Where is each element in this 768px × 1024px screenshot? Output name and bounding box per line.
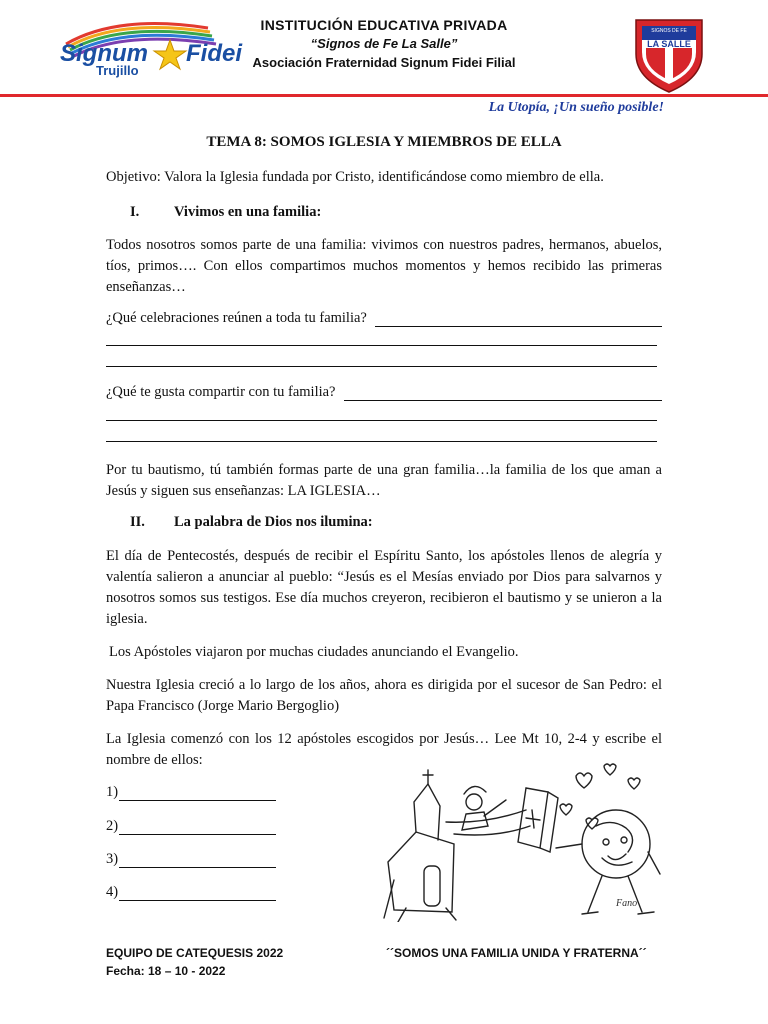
question-1-answer-line[interactable] — [375, 312, 662, 327]
paragraph-church-growth: Nuestra Iglesia creció a lo largo de los años, ahora es dirigida por el sucesor de San Pedro: el Papa Francisco (Jorge Mario Bergoglio) — [106, 677, 662, 714]
objective: Objetivo: Valora la Iglesia fundada por Cristo, identificándose como miembro de ella. — [106, 169, 604, 185]
header-divider — [0, 94, 768, 97]
footer-date: Fecha: 18 – 10 - 2022 — [106, 964, 226, 978]
association-name: Asociación Fraternidad Signum Fidei Filial — [252, 55, 516, 70]
la-salle-shield — [632, 16, 706, 94]
paragraph-family: Todos nosotros somos parte de una familia: vivimos con nuestros padres, hermanos, abuelos, tíos, primos…. Con ellos compartimos muchos momentos y hemos recibido las primeras enseñanzas… — [106, 237, 662, 295]
logo-name-left: Signum — [60, 40, 148, 67]
section-1-title: Vivimos en una familia: — [174, 204, 322, 220]
answer-line[interactable] — [106, 345, 657, 346]
answer-line[interactable] — [106, 366, 657, 367]
question-2 — [106, 384, 662, 401]
paragraph-apostles: Los Apóstoles viajaron por muchas ciudades anunciando el Evangelio. — [109, 644, 519, 660]
answer-3 — [106, 851, 276, 868]
shield-small-text: SIGNOS DE FE — [651, 28, 687, 34]
answer-label: 3) — [106, 851, 119, 867]
church-illustration — [376, 762, 666, 922]
answer-label: 2) — [106, 818, 119, 834]
institution-title: INSTITUCIÓN EDUCATIVA PRIVADA — [260, 17, 508, 33]
answer-4 — [106, 884, 276, 901]
section-2-number: II. — [130, 514, 145, 530]
illustration-signature: Fano — [616, 898, 638, 909]
answer-input-line[interactable] — [119, 786, 276, 801]
answer-label: 4) — [106, 884, 119, 900]
section-1-heading — [130, 204, 321, 221]
motto: La Utopía, ¡Un sueño posible! — [488, 100, 664, 115]
footer-team: EQUIPO DE CATEQUESIS 2022 — [106, 946, 284, 960]
answer-input-line[interactable] — [119, 820, 276, 835]
answer-1 — [106, 784, 276, 801]
footer-slogan: ´´SOMOS UNA FAMILIA UNIDA Y FRATERNA´´ — [386, 946, 647, 960]
logo-name-right: Fidei — [186, 40, 243, 67]
question-2-answer-line[interactable] — [344, 386, 663, 401]
section-2-title: La palabra de Dios nos ilumina: — [174, 514, 373, 530]
answer-input-line[interactable] — [119, 886, 276, 901]
shield-text: LA SALLE — [647, 39, 691, 49]
question-2-text: ¿Qué te gusta compartir con tu familia? — [106, 384, 336, 400]
question-1-text: ¿Qué celebraciones reúnen a toda tu familia? — [106, 310, 367, 326]
section-1-number: I. — [130, 204, 140, 220]
paragraph-pentecost: El día de Pentecostés, después de recibir el Espíritu Santo, los apóstoles llenos de alegría y valentía salieron a anunciar al pueblo: “Jesús es el Mesías enviado por Dios para salvarnos y nosotros somos sus testigos. Ese día muchos creyeron, recibieron el bautismo y se unieron a la iglesia. — [106, 548, 662, 627]
paragraph-baptism: Por tu bautismo, tú también formas parte de una gran familia…la familia de los que aman a Jesús y siguen sus enseñanzas: LA IGLESIA… — [106, 462, 662, 499]
answer-input-line[interactable] — [119, 853, 276, 868]
answer-2 — [106, 818, 276, 835]
answer-line[interactable] — [106, 420, 657, 421]
logo-city: Trujillo — [96, 63, 139, 78]
paragraph-twelve-apostles: La Iglesia comenzó con los 12 apóstoles escogidos por Jesús… Lee Mt 10, 2-4 y escribe el nombre de ellos: — [106, 731, 662, 768]
answer-line[interactable] — [106, 441, 657, 442]
section-2-heading — [130, 514, 373, 531]
school-name: “Signos de Fe La Salle” — [310, 36, 458, 51]
worksheet-title: TEMA 8: SOMOS IGLESIA Y MIEMBROS DE ELLA — [206, 134, 562, 150]
answer-label: 1) — [106, 784, 119, 800]
question-1 — [106, 310, 662, 327]
